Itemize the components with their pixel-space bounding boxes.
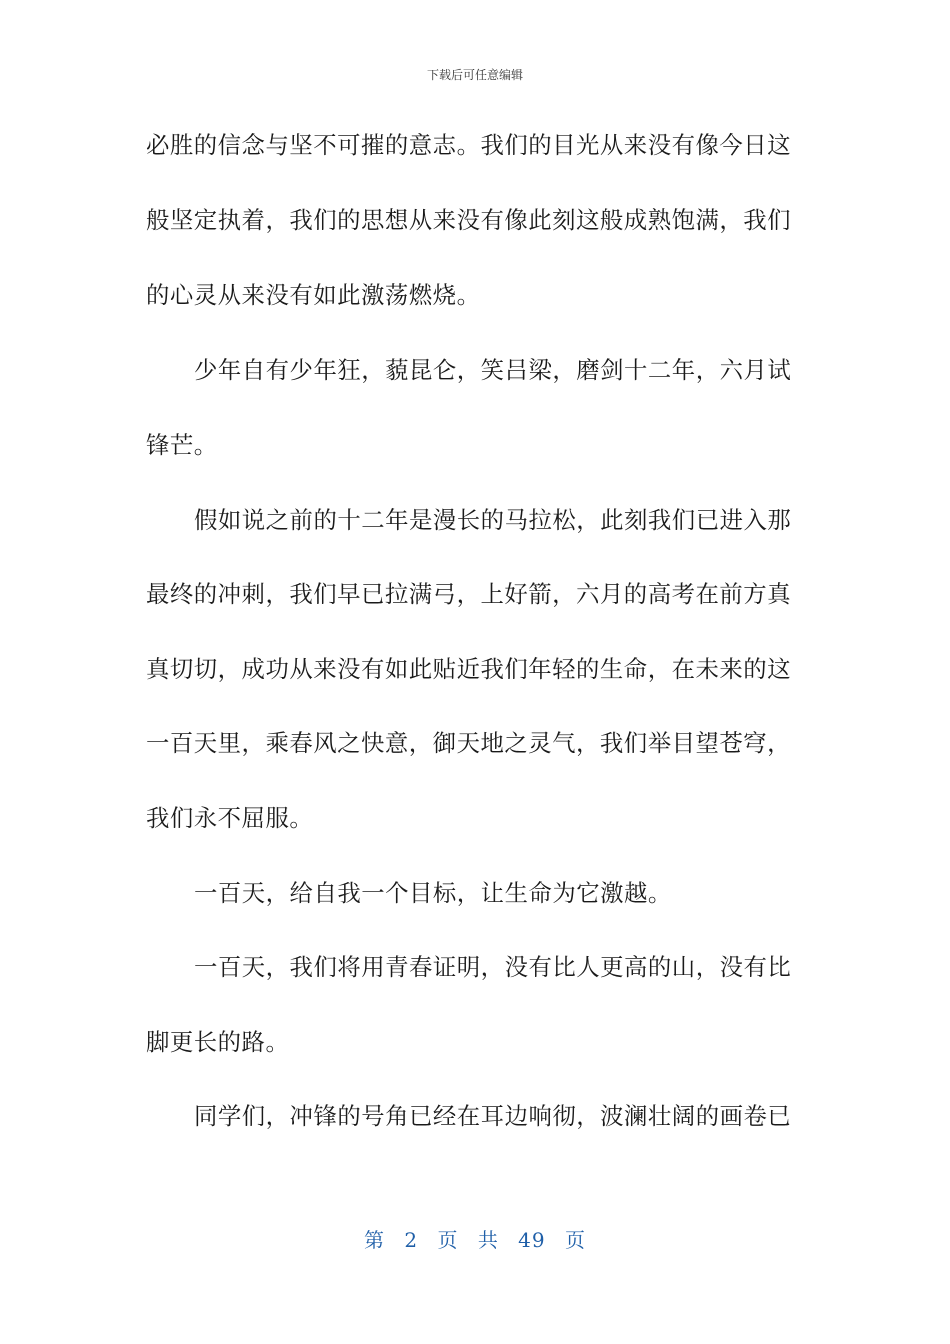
text-line: 少年自有少年狂，藐昆仑，笑吕梁，磨剑十二年，六月试	[194, 356, 792, 384]
footer-total-word: 共	[477, 1228, 499, 1252]
page-number-footer	[0, 1224, 950, 1253]
text-line: 般坚定执着，我们的思想从来没有像此刻这般成熟饱满，我们	[146, 206, 792, 234]
text-line: 脚更长的路。	[146, 1028, 290, 1056]
text-line: 必胜的信念与坚不可摧的意志。我们的目光从来没有像今日这	[146, 131, 792, 159]
page-header: 下载后可任意编辑	[426, 68, 523, 82]
footer-prefix: 第	[364, 1228, 385, 1252]
footer-page-word: 页	[437, 1228, 459, 1252]
text-line: 同学们，冲锋的号角已经在耳边响彻，波澜壮阔的画卷已	[194, 1102, 792, 1130]
text-line: 锋芒。	[146, 431, 218, 459]
total-page-count: 49	[518, 1228, 546, 1252]
footer-suffix: 页	[564, 1228, 586, 1252]
text-line: 一百天里，乘春风之快意，御天地之灵气，我们举目望苍穹，	[146, 729, 792, 757]
text-line: 我们永不屈服。	[146, 804, 314, 832]
text-line: 真切切，成功从来没有如此贴近我们年轻的生命，在未来的这	[146, 655, 792, 683]
current-page-number: 2	[404, 1228, 419, 1252]
text-line: 一百天，给自我一个目标，让生命为它激越。	[194, 879, 672, 907]
text-line: 最终的冲刺，我们早已拉满弓，上好箭，六月的高考在前方真	[146, 580, 792, 608]
text-line: 一百天，我们将用青春证明，没有比人更高的山，没有比	[194, 953, 792, 981]
text-line: 假如说之前的十二年是漫长的马拉松，此刻我们已进入那	[194, 506, 792, 534]
text-line: 的心灵从来没有如此激荡燃烧。	[146, 281, 481, 309]
